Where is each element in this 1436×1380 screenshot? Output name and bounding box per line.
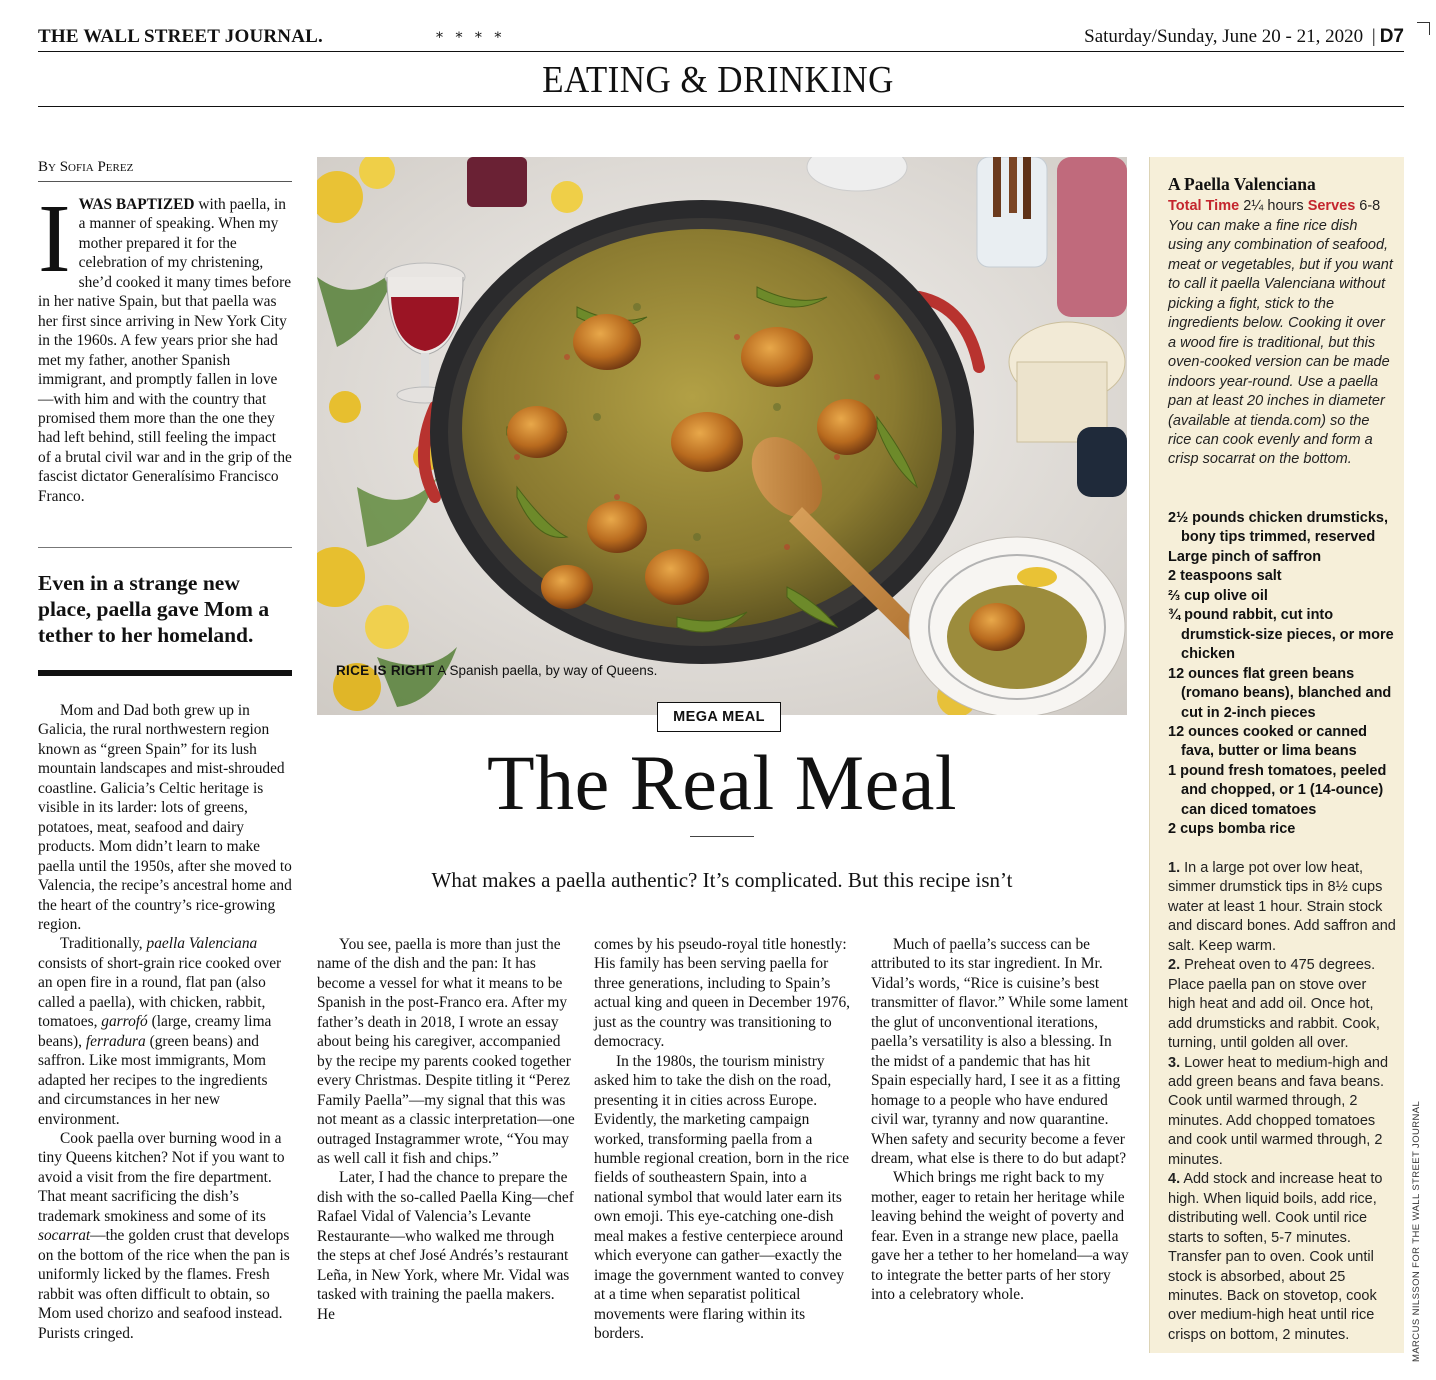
paragraph: comes by his pseudo-royal title honestly: His family has been serving paella for three generations, including to Spain’s actual king and queen in December 1976, just as the country was transitioning to democracy. [594,936,850,1051]
pull-quote: Even in a strange new place, paella gave Mom a tether to her homeland. [38,571,270,647]
article-column-2 [317,935,575,1324]
article-column-3 [594,935,852,1344]
article-column-4 [871,935,1129,1305]
ingredient: 1 pound fresh tomatoes, peeled and chopped, or 1 (14-ounce) can diced tomatoes [1168,762,1387,818]
lead-paragraph [38,185,292,506]
issue-date: Saturday/Sunday, June 20 - 21, 2020 [1084,26,1364,47]
paragraph: Traditionally, paella Valenciana consists of short-grain rice cooked over an open fire in a round, flat pan (also called a paella), with chicken, rabbit, tomatoes, garrofó (large, creamy lima beans), ferradura (green beans) and saffron. Like most immigrants, Mom adapted her recipes to the ingredients and circumstances in her new environment. [38,935,282,1128]
serves-label: Serves [1307,198,1356,214]
serves-value: 6-8 [1355,198,1381,214]
section-title: EATING & DRINKING [542,59,894,101]
pull-quote-rule-bottom [38,670,292,676]
pull-quote-rule-top [38,547,292,548]
ingredient: 2 teaspoons salt [1168,568,1282,585]
recipe-title: A Paella Valenciana [1168,174,1316,194]
lead-text: with paella, in a manner of speaking. When my mother prepared it for the celebration of my christening, she’d cooked it many times before in her native Spain, but that paella was her first since arriving in New York City in the 1960s. A few years prior she had met my father, another Spanish immigrant, and promptly fallen in love—with him and with the country that promised them more than the one they had left behind, still feeling the impact of a brutal civil war and in the grip of the fascist dictator Generalísimo Francisco Franco. [38,196,292,505]
ingredient: 2 cups bomba rice [1168,821,1296,838]
recipe-meta [1168,197,1396,216]
crop-mark [1417,22,1430,35]
recipe-step: 2. Preheat oven to 475 degrees. Place paella pan on stove over high heat and add oil. Once hot, add drumsticks and rabbit. Cook, turning, until golden all over. [1168,957,1380,1052]
header-rule [38,51,1404,52]
paella-illustration [317,157,1127,715]
edition-stars: * * * * [436,30,506,46]
recipe-intro: You can make a fine rice dish using any combination of seafood, meat or vegetables, but if you want to call it paella Valenciana without picking a fight, stick to the ingredients below. Cooking it over a wood fire is traditional, but this oven-cooked version can be made indoors year-round. Use a paella pan at least 20 inches in diameter (available at tienda.com) so the rice can cook evenly and form a crisp socarrat on the bottom. [1168,218,1393,468]
total-time-label: Total Time [1168,198,1240,214]
caption-text: A Spanish paella, by way of Queens. [434,663,658,678]
caption-lead: RICE IS RIGHT [336,663,435,678]
paragraph: Mom and Dad both grew up in Galicia, the rural northwestern region known as “green Spain” for its lush mountain landscapes and mist-shrouded coastline. Galicia’s Celtic heritage is visible in its larder: lots of greens, potatoes, meat, seafood and dairy products. Mom didn’t learn to make paella until the 1950s, after she moved to Valencia, the recipe’s ancestral home and the heart of the country’s rice-growing region. [38,702,292,933]
kicker-label: MEGA MEAL [657,702,781,732]
paragraph: Later, I had the chance to prepare the dish with the so-called Paella King—chef Rafael Vidal of Valencia’s Levante Restaurante—who walked me through the steps at chef José Andrés’s restaurant Leña, in New York, where Mr. Vidal was tasked with training the paella makers. He [317,1169,574,1323]
masthead-date-page: Saturday/Sunday, June 20 - 21, 2020 | D7 [1084,26,1404,47]
headline: The Real Meal [487,739,957,826]
ingredient: ⅔ cup olive oil [1168,587,1268,604]
paella-photo [317,157,1127,715]
total-time-value: 2¼ hours [1239,198,1308,214]
article-column-1 [38,701,292,1343]
ingredient: 2½ pounds chicken drumsticks, bony tips trimmed, reserved [1168,510,1388,546]
recipe-step: 4. Add stock and increase heat to high. When liquid boils, add rice, distributing well. Cook until rice starts to soften, 5-7 minutes. Transfer pan to oven. Cook until stock is absorbed, about 25 minutes. Back on stovetop, cook over medium-high heat until rice crisps on bottom, 2 minutes. [1168,1171,1383,1343]
byline: By Sofia Perez [38,159,134,175]
paragraph: Much of paella’s success can be attributed to its star ingredient. In Mr. Vidal’s words, “Rice is cuisine’s best transmitter of flavor.” While some lament the glut of unconventional iterations, paella’s versatility is also a blessing. In the midst of a pandemic that has hit Spain especially hard, I see it as a fitting homage to a people who have endured civil war, tyranny and now quarantine. When safety and security become a fever dream, what else is there to do but adapt? [871,936,1129,1167]
lead-caps: WAS BAPTIZED [78,196,195,213]
recipe-step: 1. In a large pot over low heat, simmer drumstick tips in 8½ cups water at least 1 hour. Strain stock and discard bones. Add saffron and salt. Keep warm. [1168,860,1396,954]
ingredient-list [1168,509,1398,840]
side-plate [909,537,1125,715]
page-number: D7 [1379,26,1404,47]
wine-bottle [467,157,527,207]
recipe-steps [1168,859,1396,1345]
paragraph: You see, paella is more than just the name of the dish and the pan: It has become a vessel for what it means to be Spanish in the post-Franco era. After my father’s death in 2018, I wrote an essay about being his caregiver, accompanied by the recipe my parents cooked together every Christmas. Despite titling it “Perez Family Paella”—my signal that this was not meant as a classic interpretation—one outraged Instagrammer wrote, “You may as well call it fish and chips.” [317,936,575,1167]
masthead-paper-name: THE WALL STREET JOURNAL. [38,26,323,47]
drop-cap: I [38,185,71,293]
paragraph: In the 1980s, the tourism ministry asked him to take the dish on the road, presenting it in cities across Europe. Evidently, the marketing campaign worked, transforming paella from a humble regional creation, born in the rice fields of southeastern Spain, into a national symbol that would later earn its own emoji. This eye-catching one-dish meal makes a festive centerpiece around which everyone can gather—exactly the image the government wanted to convey at a time when separatist political movements were flaring within its borders. [594,1052,850,1343]
ingredient: ¾ pound rabbit, cut into drumstick-size pieces, or more chicken [1168,607,1394,663]
photo-credit: MARCUS NILSSON FOR THE WALL STREET JOURNAL [1411,1100,1422,1362]
ingredient: 12 ounces flat green beans (romano beans), blanched and cut in 2-inch pieces [1168,665,1392,721]
photo-caption [336,662,657,680]
paragraph: Which brings me right back to my mother, eager to retain her heritage while leaving behind the weight of poverty and fear. Even in a strange new place, paella gave her a tether to her homeland—a way to integrate the better parts of her story into a celebratory whole. [871,1169,1129,1304]
recipe-step: 3. Lower heat to medium-high and add green beans and fava beans. Cook until warmed through, 2 minutes. Add chopped tomatoes and cook until warmed through, 2 minutes. [1168,1054,1389,1168]
ingredient: Large pinch of saffron [1168,548,1322,565]
ingredient: 12 ounces cooked or canned fava, butter or lima beans [1168,723,1368,760]
headline-divider [690,836,754,837]
section-rule [38,106,1404,107]
deck-subheadline: What makes a paella authentic? It’s complicated. But this recipe isn’t [431,868,1013,892]
byline-rule [38,181,292,182]
paragraph: Cook paella over burning wood in a tiny Queens kitchen? Not if you want to avoid a visit from the fire department. That meant sacrificing the dish’s trademark smokiness and some of its socarrat—the golden crust that develops on the bottom of the rice when the pan is uniformly licked by the flames. Fresh rabbit was often difficult to obtain, so Mom used chorizo and seafood instead. Purists cringed. [38,1129,290,1342]
